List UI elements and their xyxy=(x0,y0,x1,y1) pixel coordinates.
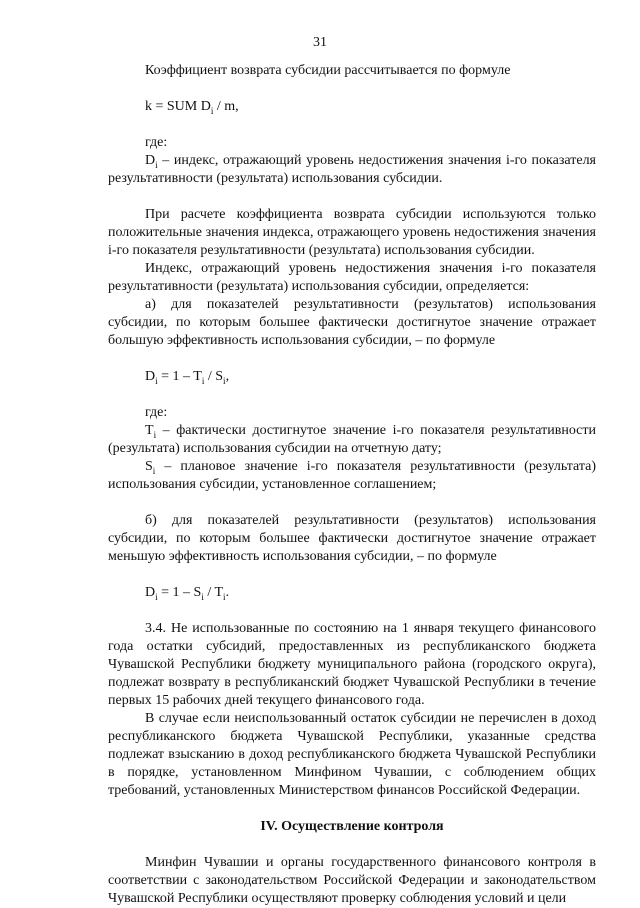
definition-d: $D_i$ – индекс, отражающий уровень недостижения значения i-го показателя результативности (результата) использования субсидии. xyxy=(108,153,596,186)
formula-a: $D_i = 1 - T_i / S_i$, xyxy=(145,369,230,386)
paragraph-control: Минфин Чувашии и органы государственного финансового контроля в соответствии с законодательством Российской Федерации и законодательством Чувашской Республики осуществляют проверку соблюдения условий и цели xyxy=(108,855,596,906)
paragraph-b: б) для показателей результативности (результатов) использования субсидии, по которым большее фактически достигнутое значение отражает меньшую эффективность использования субсидии, – по формуле xyxy=(108,513,596,564)
intro-paragraph: Коэффициент возврата субсидии рассчитывается по формуле xyxy=(145,63,511,78)
paragraph-unused-balance: В случае если неиспользованный остаток субсидии не перечислен в доход республиканского бюджета Чувашской Республики, указанные средства подлежат взысканию в доход республиканского бюджета Чувашской Республики в порядке, установленном Минфином Чувашии, с соблюдением общих требований, установленных Министерством финансов Российской Федерации. xyxy=(108,711,596,798)
where-label: где: xyxy=(145,135,168,150)
paragraph-positive-values: При расчете коэффициента возврата субсидии используются только положительные значения индекса, отражающего уровень недостижения значения i-го показателя результативности (результата) использования субсидии. xyxy=(108,207,596,258)
paragraph-3-4: 3.4. Не использованные по состоянию на 1 января текущего финансового года остатки субсидий, предоставленных из республиканского бюджета Чувашской Республики бюджету муниципального района (городского округа), подлежат возврату в республиканский бюджет Чувашской Республики в течение первых 15 рабочих дней текущего финансового года. xyxy=(108,621,596,708)
page-number: 31 xyxy=(313,35,327,50)
section-heading: IV. Осуществление контроля xyxy=(260,819,444,834)
document-body xyxy=(108,62,596,908)
definition-s: $S_i$ – плановое значение i-го показателя результативности (результата) использования субсидии, установленное соглашением; xyxy=(108,459,596,492)
definition-t: $T_i$ – фактически достигнутое значение i-го показателя результативности (результата) использования субсидии на отчетную дату; xyxy=(108,423,596,456)
paragraph-a: а) для показателей результативности (результатов) использования субсидии, по которым большее фактически достигнутое значение отражает большую эффективность использования субсидии, – по формуле xyxy=(108,297,596,348)
paragraph-index: Индекс, отражающий уровень недостижения значения i-го показателя результативности (результата) использования субсидии, определяется: xyxy=(108,261,596,294)
where-label-2: где: xyxy=(145,405,168,420)
formula-k: k = SUM $D_i$ / m, xyxy=(145,99,239,116)
formula-b: $D_i = 1 - S_i / T_i$. xyxy=(145,585,230,602)
